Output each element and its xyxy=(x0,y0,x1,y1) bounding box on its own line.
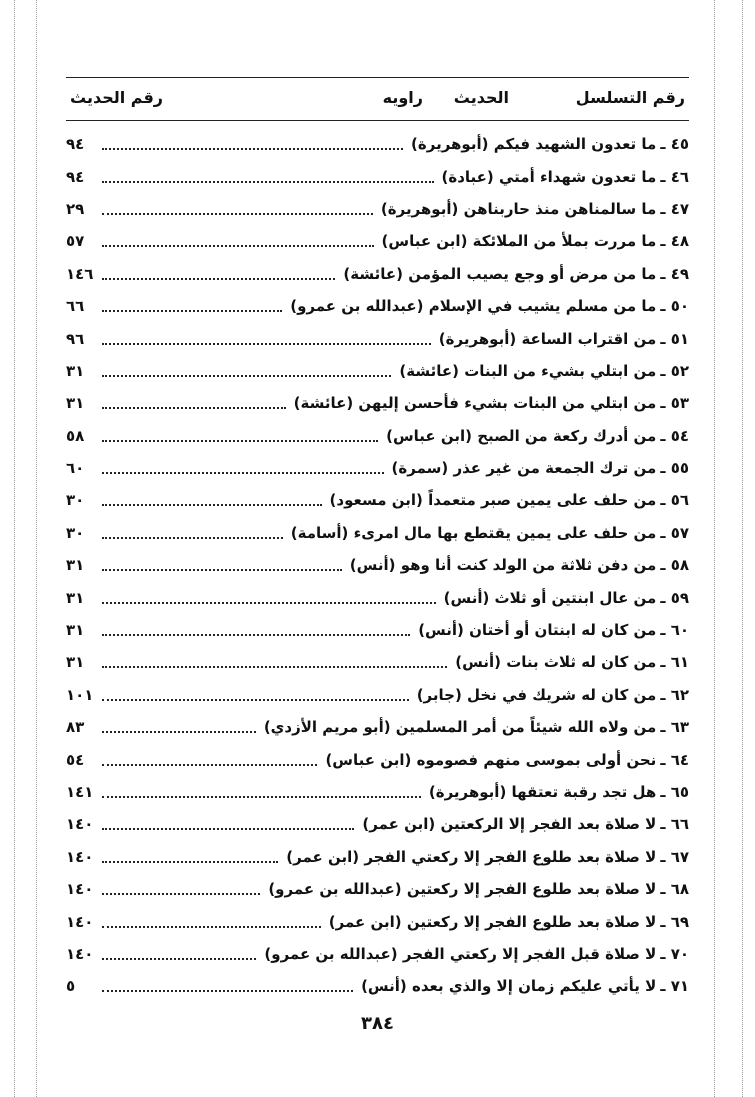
dot-leader xyxy=(102,177,434,183)
entry-hadith-number: ١٤١ xyxy=(66,783,94,801)
entry-serial: ٥٠ ـ xyxy=(660,297,689,316)
list-item xyxy=(66,290,689,322)
dot-leader xyxy=(102,306,282,312)
entry-serial: ٤٧ ـ xyxy=(660,199,689,218)
entry-serial: ٦١ ـ xyxy=(660,653,689,672)
entry-serial: ٥٤ ـ xyxy=(660,426,689,445)
dot-leader xyxy=(102,209,373,215)
entry-hadith-number: ٣٠ xyxy=(66,491,85,510)
list-item xyxy=(66,808,689,840)
list-item xyxy=(66,581,689,613)
dot-leader xyxy=(102,500,322,506)
entry-hadith-text: من حلف على يمين يقتطع بها مال امرىء (أسامة) xyxy=(290,523,657,542)
list-item xyxy=(66,970,689,1002)
list-item xyxy=(66,258,689,290)
entry-serial: ٥٨ ـ xyxy=(660,556,689,575)
entry-hadith-text: من حلف على يمين صبر متعمداً (ابن مسعود) xyxy=(329,491,657,510)
list-item xyxy=(66,905,689,937)
list-item xyxy=(66,776,689,808)
entry-hadith-text: ما تعدون الشهيد فيكم (أبوهريرة) xyxy=(411,135,657,154)
list-item xyxy=(66,873,689,905)
entry-hadith-number: ٦٦ xyxy=(66,297,85,316)
dot-leader xyxy=(102,339,431,345)
margin-guide-right xyxy=(742,0,743,1097)
list-item xyxy=(66,484,689,516)
entry-hadith-text: ما من مرض أو وجع يصيب المؤمن (عائشة) xyxy=(343,264,657,283)
list-item xyxy=(66,322,689,354)
dot-leader xyxy=(102,662,447,668)
entry-hadith-text: لا صلاة قبل الفجر إلا ركعتي الفجر (عبدالله بن عمرو) xyxy=(264,944,657,963)
entry-serial: ٦٤ ـ xyxy=(660,750,689,769)
entry-hadith-text: من كان له ابنتان أو أختان (أنس) xyxy=(418,621,657,640)
list-item xyxy=(66,452,689,484)
index-list xyxy=(66,128,689,1003)
entry-serial: ٦٥ ـ xyxy=(660,783,689,801)
dot-leader xyxy=(102,824,354,830)
entry-hadith-number: ٩٤ xyxy=(66,135,85,154)
list-item xyxy=(66,355,689,387)
entry-hadith-text: ما مررت بملأ من الملائكة (ابن عباس) xyxy=(381,232,657,251)
margin-guide-left-inner xyxy=(36,0,37,1097)
entry-serial: ٥١ ـ xyxy=(660,329,689,348)
dot-leader xyxy=(102,436,378,442)
entry-hadith-text: من كان له شريك في نخل (جابر) xyxy=(416,685,657,704)
entry-serial: ٦٢ ـ xyxy=(660,685,689,704)
entry-hadith-text: ما سالمناهن منذ حاربناهن (أبوهريرة) xyxy=(380,199,657,218)
entry-hadith-number: ٣٠ xyxy=(66,523,85,542)
entry-hadith-number: ٣١ xyxy=(66,621,85,640)
dot-leader xyxy=(102,468,384,474)
entry-hadith-text: هل تجد رقبة تعتقها (أبوهريرة) xyxy=(428,783,657,801)
entry-hadith-number: ١٠١ xyxy=(66,685,94,704)
dot-leader xyxy=(102,760,317,766)
entry-serial: ٥٧ ـ xyxy=(660,523,689,542)
entry-hadith-number: ٨٣ xyxy=(66,718,85,737)
entry-hadith-number: ٣١ xyxy=(66,361,85,380)
list-item xyxy=(66,160,689,192)
margin-guide-right-inner xyxy=(714,0,715,1097)
entry-hadith-number: ٩٦ xyxy=(66,329,85,348)
entry-hadith-text: نحن أولى بموسى منهم فصوموه (ابن عباس) xyxy=(325,750,657,769)
entry-hadith-text: لا صلاة بعد الفجر إلا الركعتين (ابن عمر) xyxy=(362,815,657,834)
entry-hadith-number: ٦٠ xyxy=(66,459,85,478)
entry-serial: ٦٩ ـ xyxy=(660,912,689,931)
dot-leader xyxy=(102,922,321,928)
entry-serial: ٦٠ ـ xyxy=(660,621,689,640)
header-hadith: الحديث xyxy=(453,88,509,107)
entry-hadith-text: ما تعدون شهداء أمتي (عبادة) xyxy=(441,167,657,186)
entry-hadith-text: لا صلاة بعد طلوع الفجر إلا ركعتين (عبدالله بن عمرو) xyxy=(268,880,657,899)
dot-leader xyxy=(102,695,409,701)
dot-leader xyxy=(102,565,342,571)
dot-leader xyxy=(102,792,421,798)
margin-guide-left xyxy=(14,0,15,1097)
entry-serial: ٦٦ ـ xyxy=(660,815,689,834)
header-narrator: راويه xyxy=(382,88,423,107)
entry-hadith-number: ٥٨ xyxy=(66,426,85,445)
entry-hadith-number: ١٤٠ xyxy=(66,912,94,931)
entry-serial: ٥٦ ـ xyxy=(660,491,689,510)
page-number: ٣٨٤ xyxy=(361,1013,394,1034)
entry-hadith-number: ١٤٦ xyxy=(66,264,94,283)
table-header xyxy=(66,77,689,121)
list-item xyxy=(66,517,689,549)
list-item xyxy=(66,614,689,646)
list-item xyxy=(66,646,689,678)
list-item xyxy=(66,420,689,452)
dot-leader xyxy=(102,598,436,604)
dot-leader xyxy=(102,954,256,960)
entry-hadith-number: ١٤٠ xyxy=(66,815,94,834)
entry-hadith-text: من ابتلي بشيء من البنات (عائشة) xyxy=(399,361,657,380)
entry-serial: ٥٣ ـ xyxy=(660,394,689,413)
dot-leader xyxy=(102,889,260,895)
list-item xyxy=(66,938,689,970)
entry-serial: ٧٠ ـ xyxy=(660,944,689,963)
header-serial: رقم التسلسل xyxy=(575,88,685,107)
dot-leader xyxy=(102,857,278,863)
dot-leader xyxy=(102,371,391,377)
entry-serial: ٤٦ ـ xyxy=(660,167,689,186)
entry-hadith-text: لا صلاة بعد طلوع الفجر إلا ركعتين (ابن عمر) xyxy=(328,912,657,931)
entry-hadith-text: من دفن ثلاثة من الولد كنت أنا وهو (أنس) xyxy=(349,556,657,575)
entry-hadith-number: ١٤٠ xyxy=(66,847,94,866)
entry-hadith-number: ٣١ xyxy=(66,588,85,607)
entry-hadith-number: ٥٧ xyxy=(66,232,85,251)
entry-hadith-number: ٣١ xyxy=(66,556,85,575)
list-item xyxy=(66,841,689,873)
dot-leader xyxy=(102,241,374,247)
list-item xyxy=(66,549,689,581)
list-item xyxy=(66,193,689,225)
entry-serial: ٥٢ ـ xyxy=(660,361,689,380)
entry-hadith-number: ١٤٠ xyxy=(66,944,94,963)
entry-hadith-text: لا يأتي عليكم زمان إلا والذي بعده (أنس) xyxy=(361,977,657,996)
entry-hadith-text: من اقتراب الساعة (أبوهريرة) xyxy=(438,329,657,348)
entry-hadith-text: من ترك الجمعة من غير عذر (سمرة) xyxy=(391,459,657,478)
entry-serial: ٥٥ ـ xyxy=(660,459,689,478)
entry-serial: ٤٩ ـ xyxy=(660,264,689,283)
entry-serial: ٤٥ ـ xyxy=(660,135,689,154)
dot-leader xyxy=(102,144,403,150)
entry-hadith-number: ٣١ xyxy=(66,394,85,413)
list-item xyxy=(66,743,689,775)
dot-leader xyxy=(102,986,353,992)
entry-serial: ٦٧ ـ xyxy=(660,847,689,866)
entry-hadith-number: ٩٤ xyxy=(66,167,85,186)
entry-hadith-text: من ولاه الله شيئاً من أمر المسلمين (أبو مريم الأزدي) xyxy=(263,718,657,737)
entry-serial: ٧١ ـ xyxy=(660,977,689,996)
entry-hadith-text: من كان له ثلاث بنات (أنس) xyxy=(455,653,657,672)
dot-leader xyxy=(102,630,410,636)
list-item xyxy=(66,128,689,160)
entry-serial: ٦٨ ـ xyxy=(660,880,689,899)
entry-serial: ٦٣ ـ xyxy=(660,718,689,737)
header-hadith-number: رقم الحديث xyxy=(70,88,164,107)
dot-leader xyxy=(102,533,283,539)
list-item xyxy=(66,679,689,711)
list-item xyxy=(66,711,689,743)
list-item xyxy=(66,225,689,257)
list-item xyxy=(66,387,689,419)
entry-hadith-number: ٣١ xyxy=(66,653,85,672)
entry-hadith-text: ما من مسلم يشيب في الإسلام (عبدالله بن عمرو) xyxy=(290,297,657,316)
entry-serial: ٤٨ ـ xyxy=(660,232,689,251)
dot-leader xyxy=(102,403,286,409)
entry-hadith-text: من عال ابنتين أو ثلاث (أنس) xyxy=(443,588,657,607)
entry-hadith-number: ٥ xyxy=(66,977,76,996)
entry-hadith-number: ٢٩ xyxy=(66,199,85,218)
entry-hadith-text: من ابتلي من البنات بشيء فأحسن إليهن (عائشة) xyxy=(293,394,657,413)
entry-serial: ٥٩ ـ xyxy=(660,588,689,607)
entry-hadith-text: لا صلاة بعد طلوع الفجر إلا ركعتي الفجر (ابن عمر) xyxy=(286,847,657,866)
entry-hadith-number: ٥٤ xyxy=(66,750,85,769)
dot-leader xyxy=(102,274,335,280)
entry-hadith-text: من أدرك ركعة من الصبح (ابن عباس) xyxy=(386,426,657,445)
dot-leader xyxy=(102,727,256,733)
entry-hadith-number: ١٤٠ xyxy=(66,880,94,899)
